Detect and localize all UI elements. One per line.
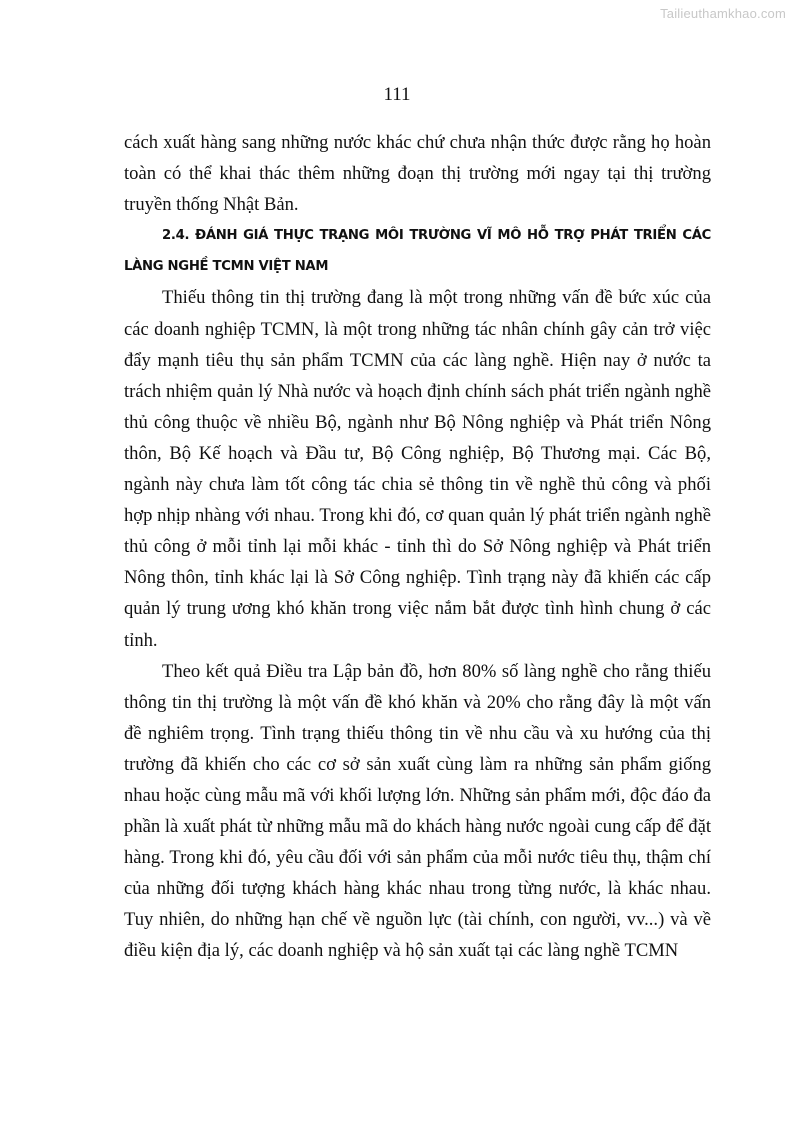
paragraph-continuation: cách xuất hàng sang những nước khác chứ chưa nhận thức được rằng họ hoàn toàn có thể khai thác thêm những đoạn thị trường mới ngay tại thị trường truyền thống Nhật Bản. [124, 132, 711, 216]
section-heading-text: 2.4. ĐÁNH GIÁ THỰC TRẠNG MÔI TRƯỜNG VĨ MÔ HỖ TRỢ PHÁT TRIỂN CÁC LÀNG NGHỀ TCMN VIỆT NAM [124, 228, 711, 275]
watermark: Tailieuthamkhao.com [660, 6, 786, 21]
document-body [124, 127, 711, 967]
paragraph-market-information: Thiếu thông tin thị trường đang là một trong những vấn đề bức xúc của các doanh nghiệp TCMN, là một trong những tác nhân chính gây cản trở việc đẩy mạnh tiêu thụ sản phẩm TCMN của các làng nghề. Hiện nay ở nước ta trách nhiệm quản lý Nhà nước và hoạch định chính sách phát triển ngành nghề thủ công thuộc về nhiều Bộ, ngành như Bộ Nông nghiệp và Phát triển Nông thôn, Bộ Kế hoạch và Đầu tư, Bộ Công nghiệp, Bộ Thương mại. Các Bộ, ngành này chưa làm tốt công tác chia sẻ thông tin về nghề thủ công và phối hợp nhịp nhàng với nhau. Trong khi đó, cơ quan quản lý phát triển ngành nghề thủ công ở mỗi tỉnh lại mỗi khác - tỉnh thì do Sở Nông nghiệp và Phát triển Nông thôn, tỉnh khác lại là Sở Công nghiệp. Tình trạng này đã khiến các cấp quản lý trung ương khó khăn trong việc nắm bắt được tình hình chung ở các tỉnh. [124, 287, 711, 651]
section-heading [124, 220, 711, 282]
page-number: 111 [383, 84, 411, 105]
paragraph-survey-results: Theo kết quả Điều tra Lập bản đồ, hơn 80% số làng nghề cho rằng thiếu thông tin thị trường là một vấn đề khó khăn và 20% cho rằng đây là một vấn đề nghiêm trọng. Tình trạng thiếu thông tin về nhu cầu và xu hướng của thị trường đã khiến cho các cơ sở sản xuất cùng làm ra những sản phẩm giống nhau hoặc cùng mẫu mã với khối lượng lớn. Những sản phẩm mới, độc đáo đa phần là xuất phát từ những mẫu mã do khách hàng nước ngoài cung cấp để đặt hàng. Trong khi đó, yêu cầu đối với sản phẩm của mỗi nước tiêu thụ, thậm chí của những đối tượng khách hàng khác nhau trong từng nước, là khác nhau. Tuy nhiên, do những hạn chế về nguồn lực (tài chính, con người, vv...) và về điều kiện địa lý, các doanh nghiệp và hộ sản xuất tại các làng nghề TCMN [124, 660, 711, 962]
